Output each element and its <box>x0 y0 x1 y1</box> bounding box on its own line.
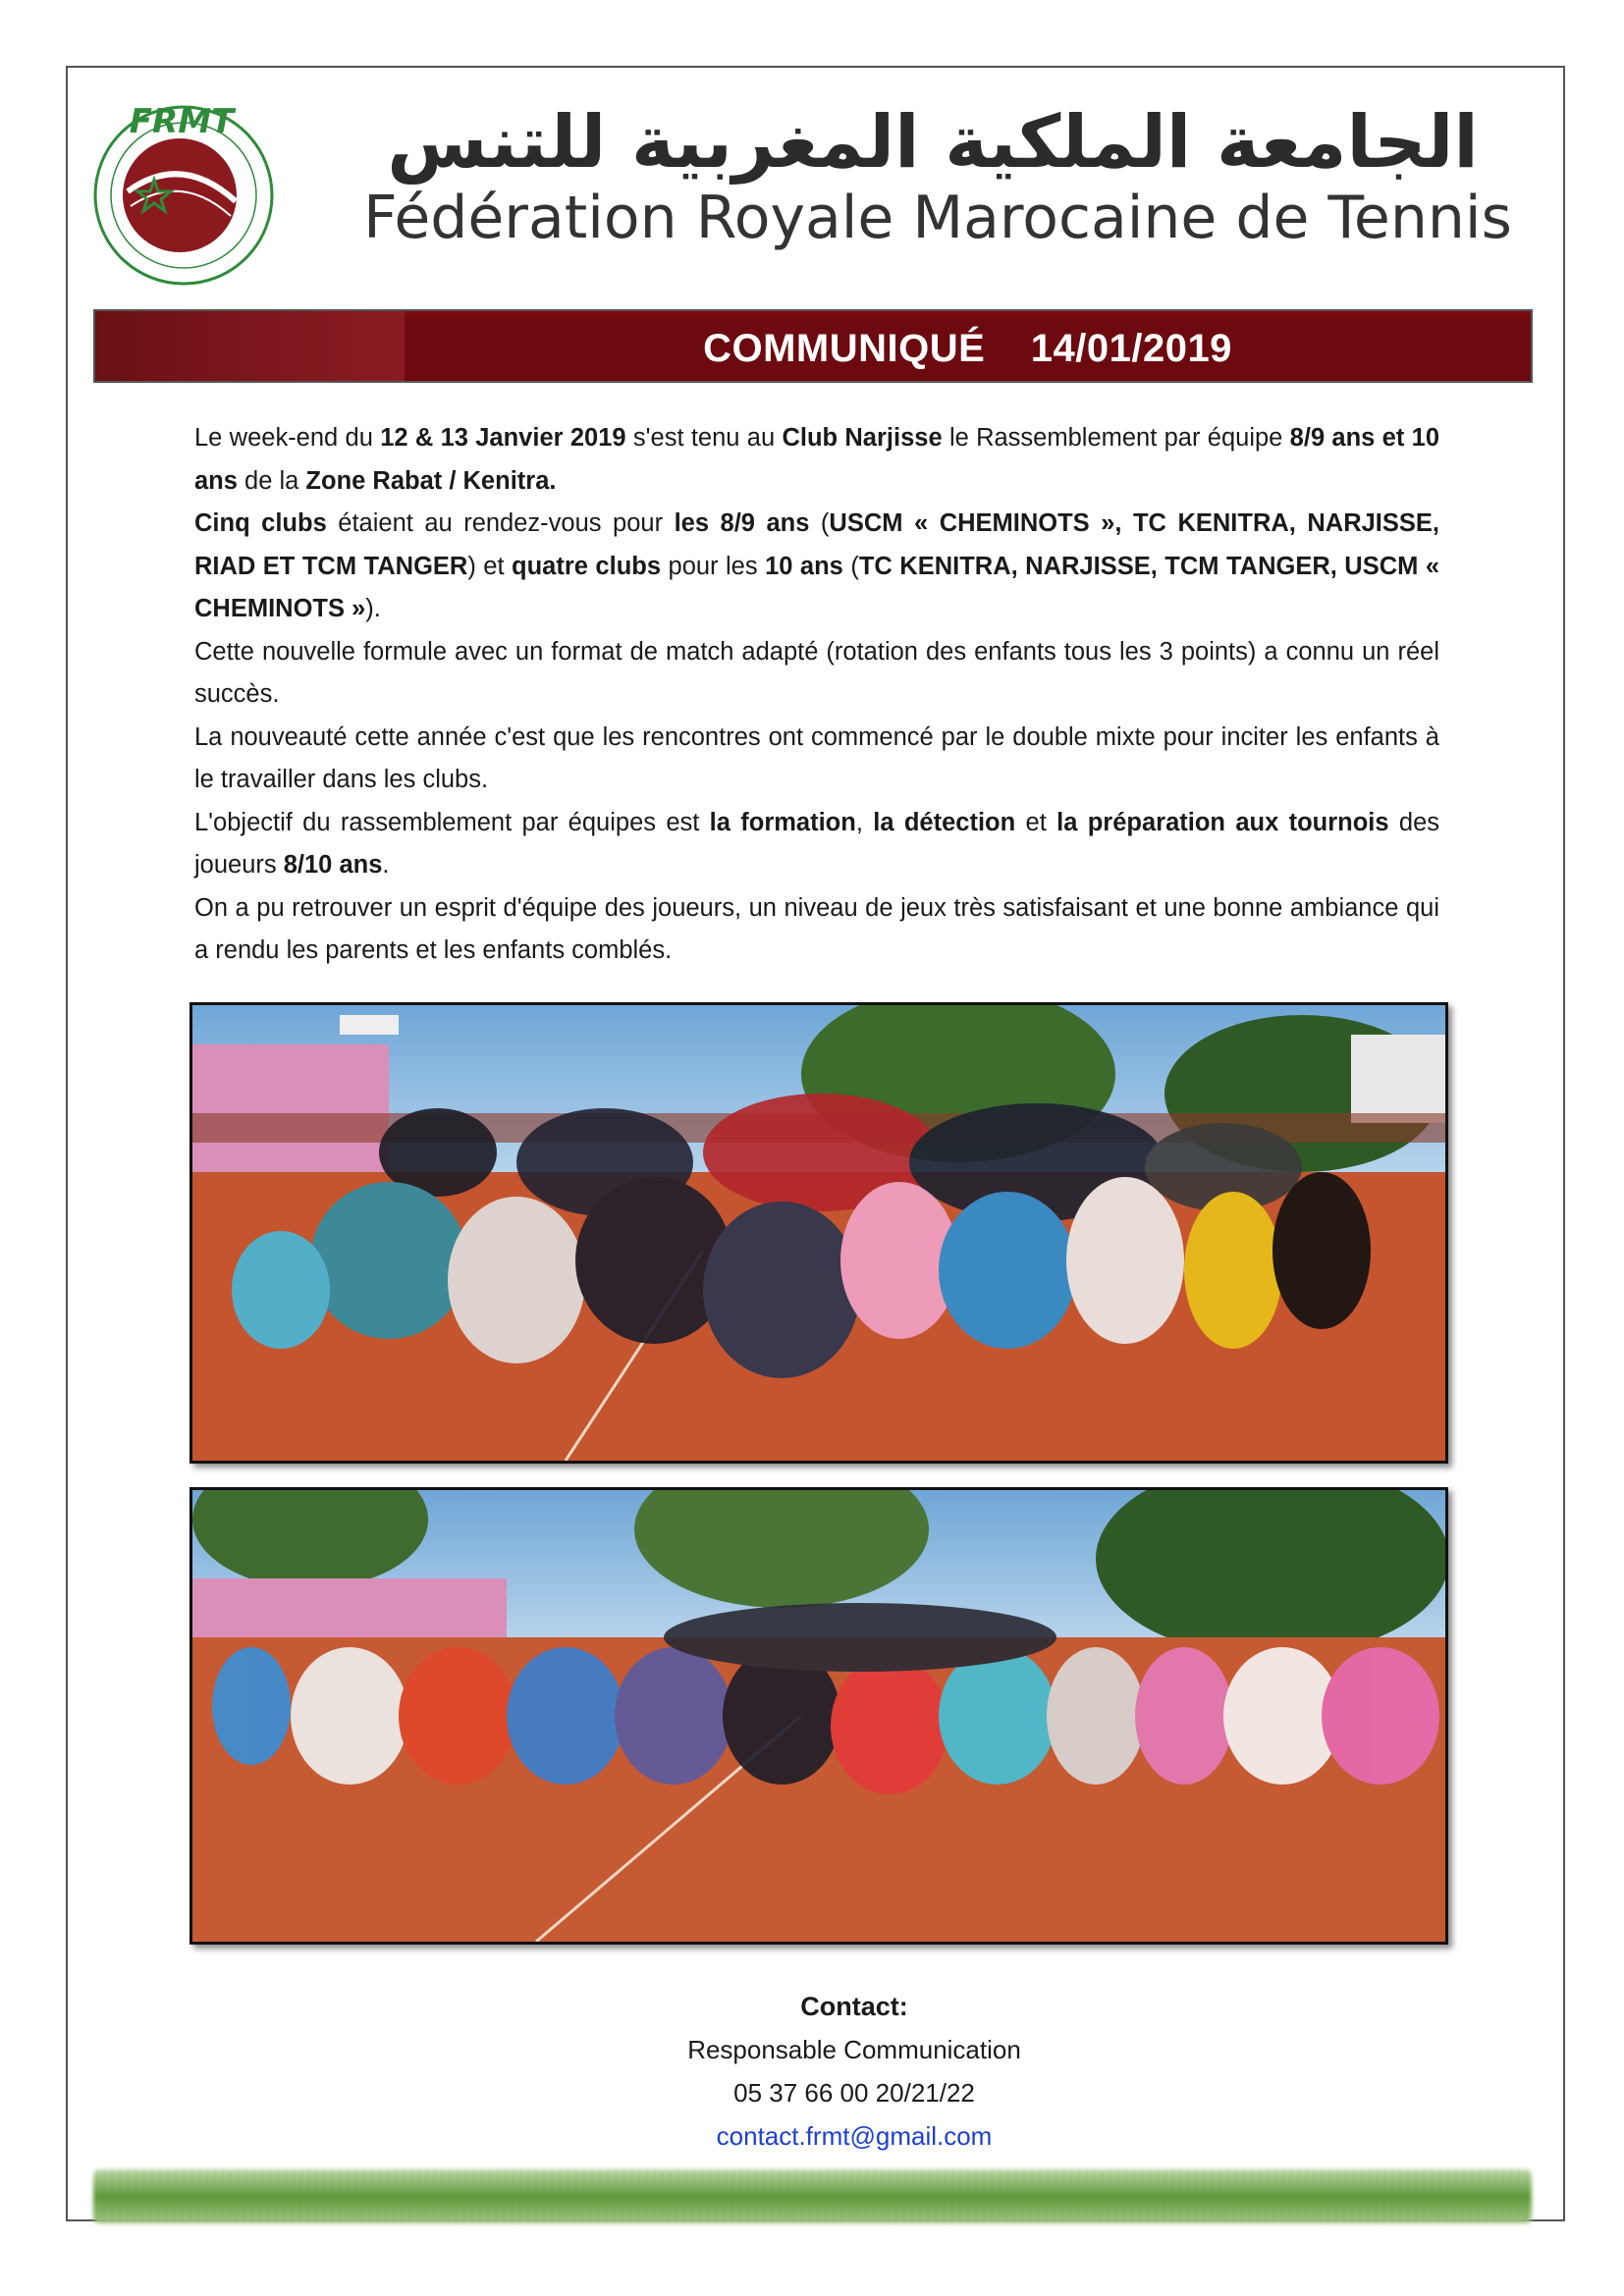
article-bold-text: la détection <box>873 808 1016 836</box>
article-bold-text: 8/9 ans et 10 ans <box>194 424 1439 495</box>
article-text: Cette nouvelle formule avec un format de match adapté (rotation des enfants tous les 3 points) a connu un réel succès. <box>194 637 1439 708</box>
logo-frmt-text: FRMT <box>129 102 235 141</box>
article-text: La nouveauté cette année c'est que les rencontres ont commencé par le double mixte pour inciter les enfants à le travailler dans les clubs. <box>194 722 1439 793</box>
communique-heading <box>405 311 1531 383</box>
communique-label: COMMUNIQUÉ <box>703 327 986 370</box>
group-photo-2-image <box>192 1490 1445 1942</box>
banner-accent <box>95 311 405 381</box>
article-paragraph <box>194 887 1439 973</box>
article-text: ) et <box>467 552 513 580</box>
article-text: ( <box>842 552 859 580</box>
article-paragraph <box>194 503 1439 631</box>
article-bold-text: Cinq clubs <box>194 509 327 537</box>
article-body <box>194 417 1439 973</box>
group-photo-2 <box>189 1487 1448 1945</box>
article-text: ). <box>365 595 381 622</box>
article-text: Le week-end du <box>194 424 381 452</box>
article-paragraph <box>194 631 1439 717</box>
article-text: L'objectif du rassemblement par équipes est <box>194 808 710 836</box>
contact-block <box>491 1985 1218 2158</box>
article-text: pour les <box>661 552 766 580</box>
article-text: s'est tenu au <box>625 424 783 452</box>
article-bold-text: Club Narjisse <box>782 424 943 452</box>
article-bold-text: la préparation aux tournois <box>1056 808 1389 836</box>
contact-phone: 05 37 66 00 20/21/22 <box>733 2078 975 2108</box>
article-bold-text: 12 & 13 Janvier 2019 <box>380 424 626 452</box>
article-text: des joueurs <box>194 808 1440 879</box>
federation-arabic-title: الجامعة الملكية المغربية للتنس <box>387 100 1479 185</box>
article-paragraph <box>194 802 1439 887</box>
article-bold-text: TC KENITRA, NARJISSE, TCM TANGER, USCM « CHEMINOTS » <box>194 552 1440 622</box>
frmt-logo <box>83 93 285 290</box>
article-bold-text: la formation <box>709 808 856 836</box>
article-bold-text: les 8/9 ans <box>674 509 810 537</box>
article-paragraph <box>194 717 1439 802</box>
article-text: et <box>1015 808 1057 836</box>
article-bold-text: 10 ans <box>765 552 843 580</box>
group-photo-1-image <box>192 1005 1445 1461</box>
article-paragraph <box>194 417 1439 503</box>
contact-email-link[interactable]: contact.frmt@gmail.com <box>716 2121 993 2151</box>
grass-footer-decoration <box>93 2169 1532 2223</box>
article-text: de la <box>237 466 306 495</box>
contact-role: Responsable Communication <box>687 2035 1021 2064</box>
communique-date: 14/01/2019 <box>1030 327 1232 370</box>
article-bold-text: 8/10 ans <box>283 851 383 879</box>
article-text: ( <box>809 509 830 537</box>
article-bold-text: Zone Rabat / Kenitra. <box>305 466 557 495</box>
article-text: , <box>855 808 874 836</box>
communique-banner <box>93 309 1533 383</box>
group-photo-1 <box>189 1002 1448 1464</box>
article-bold-text: USCM « CHEMINOTS », TC KENITRA, NARJISSE, RIAD ET TCM TANGER <box>194 509 1439 580</box>
article-text: étaient au rendez-vous pour <box>326 509 675 537</box>
article-text: . <box>382 851 390 879</box>
article-bold-text: quatre clubs <box>512 552 662 580</box>
federation-french-title: Fédération Royale Marocaine de Tennis <box>363 184 1512 252</box>
article-text: le Rassemblement par équipe <box>942 424 1290 452</box>
contact-title: Contact: <box>800 1992 908 2021</box>
article-text: On a pu retrouver un esprit d'équipe des joueurs, un niveau de jeux très satisfaisant et une bonne ambiance qui a rendu les parents et les enfants comblés. <box>194 893 1439 964</box>
